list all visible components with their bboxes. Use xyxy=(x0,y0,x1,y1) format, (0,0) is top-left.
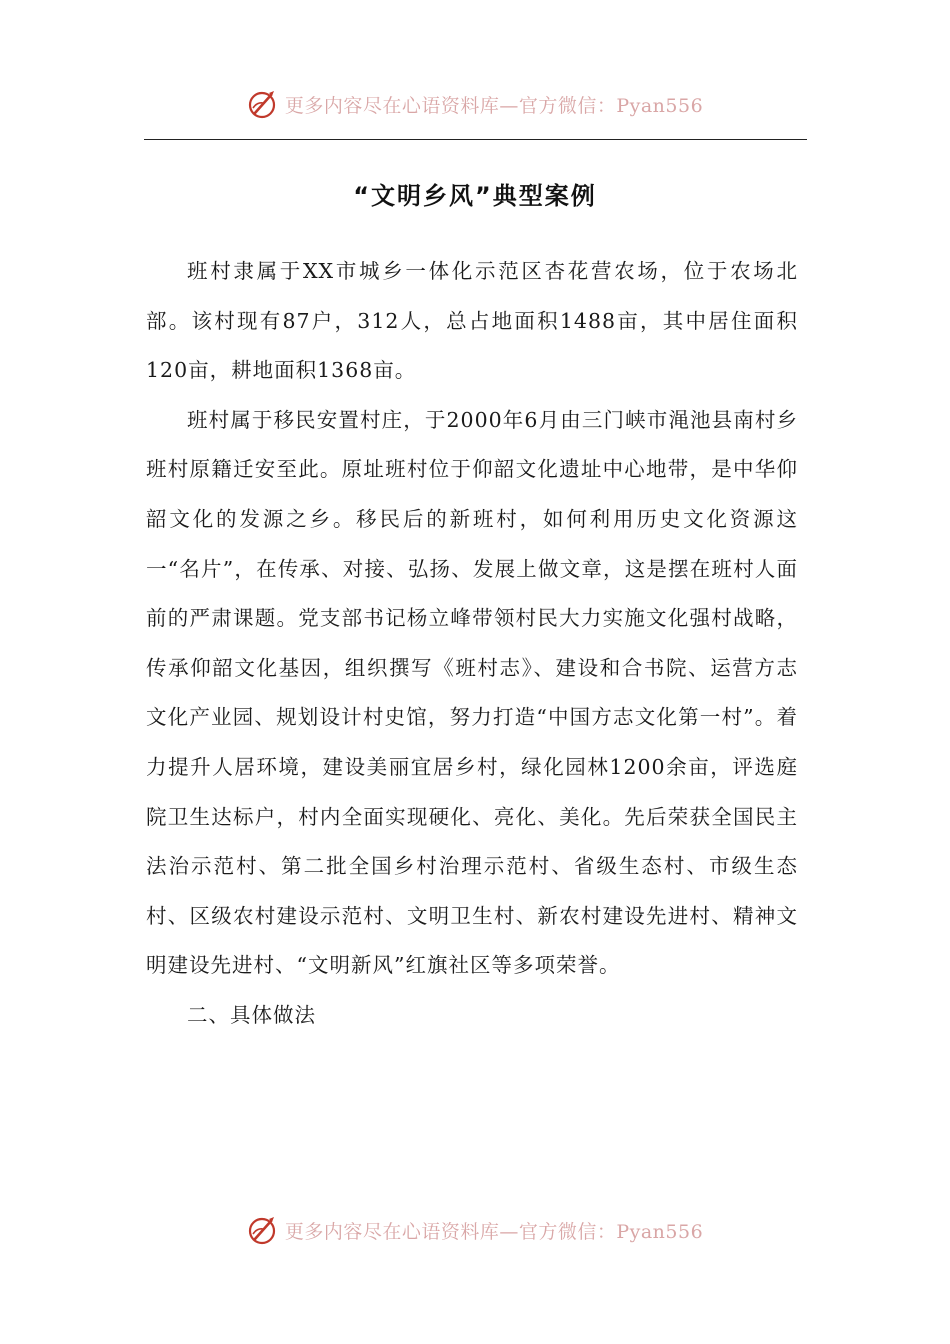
pen-logo-icon xyxy=(247,88,279,120)
footer-banner-text: 更多内容尽在心语资料库—官方微信：Pyan556 xyxy=(284,1220,704,1243)
paragraph: 班村隶属于XX市城乡一体化示范区杏花营农场，位于农场北部。该村现有87户，312人，总占地面积1488亩，其中居住面积120亩，耕地面积1368亩。 xyxy=(146,259,798,383)
document-title: “文明乡风”典型案例 xyxy=(353,182,597,210)
header-divider xyxy=(144,139,807,140)
paragraph: 班村属于移民安置村庄，于2000年6月由三门峡市渑池县南村乡班村原籍迁安至此。原址班村位于仰韶文化遗址中心地带，是中华仰韶文化的发源之乡。移民后的新班村，如何利用历史文化资源这一“名片”，在传承、对接、弘扬、发展上做文章，这是摆在班村人面前的严肃课题。党支部书记杨立峰带领村民大力实施文化强村战略，传承仰韶文化基因，组织撰写《班村志》、建设和合书院、运营方志文化产业园、规划设计村史馆，努力打造“中国方志文化第一村”。着力提升人居环境，建设美丽宜居乡村，绿化园林1200余亩，评选庭院卫生达标户，村内全面实现硬化、亮化、美化。先后荣获全国民主法治示范村、第二批全国乡村治理示范村、省级生态村、市级生态村、区级农村建设示范村、文明卫生村、新农村建设先进村、精神文明建设先进村、“文明新风”红旗社区等多项荣誉。 xyxy=(146,407,798,978)
header-banner-text: 更多内容尽在心语资料库—官方微信：Pyan556 xyxy=(284,94,704,117)
header-banner xyxy=(0,84,950,124)
document-body xyxy=(146,247,798,1041)
section-heading: 二、具体做法 xyxy=(187,1002,316,1027)
pen-logo-icon xyxy=(247,1214,279,1246)
footer-banner xyxy=(0,1210,950,1250)
